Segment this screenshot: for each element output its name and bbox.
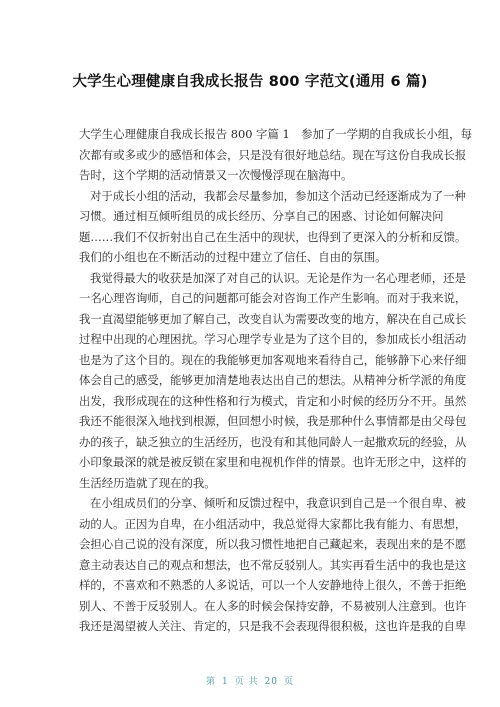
footer-middle: 页 共 — [234, 677, 259, 687]
text-line: 体会自己的感受，能够更加清楚地表达出自己的想法。从精神分析学派的角度 — [79, 373, 467, 387]
text-line: 小印象最深的就是被反锁在家里和电视机作伴的情景。也许无形之中，这样的 — [79, 455, 467, 469]
text-line: 次都有或多或少的感悟和体会，只是没有很好地总结。现在写这份自我成长报 — [79, 147, 467, 162]
text-line: 在小组成员们的分享、倾听和反馈过程中，我意识到自己是一个很自卑、被 — [90, 496, 466, 510]
text-line: 过程中出现的心理困扰。学习心理学专业是为了这个目的，参加成长小组活动 — [79, 332, 467, 346]
text-line: 习惯。通过相互倾听组员的成长经历、分享自己的困惑、讨论如何解决问 — [79, 209, 444, 223]
text-line: 出发，我形成现在的这种性格和行为模式，肯定和小时候的经历分不开。虽然 — [79, 393, 467, 408]
text-line: 动的人。正因为自卑，在小组活动中，我总觉得大家都比我有能力、有思想， — [79, 516, 467, 531]
text-line: 题……我们不仅折射出自己在生活中的现状，也得到了更深入的分析和反馈。 — [79, 229, 467, 244]
text-line: 我们的小组也在不断活动的过程中建立了信任、自由的氛围。 — [79, 250, 387, 264]
paragraph — [79, 124, 472, 186]
document-title: 大学生心理健康自我成长报告 800 字范文(通用 6 篇) — [72, 74, 428, 90]
paragraph — [79, 186, 467, 268]
paragraph — [79, 268, 467, 494]
text-line: 告时，这个学期的活动情景又一次慢慢浮现在脑海中。 — [79, 168, 353, 182]
text-line: 我一直渴望能够更加了解自己，改变自认为需要改变的地方，解决在自己成长 — [79, 311, 467, 326]
document-body — [79, 124, 472, 637]
text-line: 我还是渴望被人关注、肯定的，只是我不会表现得很积极，这也许是我的自卑 — [79, 619, 467, 633]
text-line: 大学生心理健康自我成长报告 800 字篇 1 参加了一学期的自我成长小组，每 — [79, 127, 472, 141]
text-line: 我还不能很深入地找到根源，但回想小时候，我是那种什么事情都是由父母包 — [79, 414, 467, 428]
text-line: 生活经历造就了现在的我。 — [79, 475, 216, 490]
text-line: 办的孩子，缺乏独立的生活经历，也没有和其他同龄人一起撒欢玩的经验，从 — [79, 434, 467, 449]
text-line: 对于成长小组的活动，我都会尽量参加，参加这个活动已经逐渐成为了一种 — [90, 188, 466, 203]
footer-prefix: 第 — [205, 677, 216, 687]
footer-suffix: 页 — [284, 677, 295, 687]
text-line: 一名心理咨询师，自己的问题都可能会对咨询工作产生影响。而对于我来说， — [79, 291, 467, 305]
footer-page-number: 1 — [221, 677, 229, 687]
text-line: 会担心自己说的没有深度，所以我习惯性地把自己藏起来，表现出来的是不愿 — [79, 537, 467, 551]
text-line: 我觉得最大的收获是加深了对自己的认识。无论是作为一名心理老师，还是 — [90, 270, 466, 285]
page-footer — [0, 674, 500, 687]
text-line: 也是为了这个目的。现在的我能够更加客观地来看待自己，能够静下心来仔细 — [79, 352, 467, 367]
paragraph — [79, 493, 467, 637]
footer-total-pages: 20 — [264, 677, 279, 687]
text-line: 样的，不喜欢和不熟悉的人多说话，可以一个人安静地待上很久，不善于拒绝 — [79, 578, 467, 592]
text-line: 意主动表达自己的观点和想法，也不常反驳别人。其实再看生活中的我也是这 — [79, 557, 467, 572]
text-line: 别人、不善于反驳别人。在人多的时候会保持安静，不易被别人注意到。也许 — [79, 598, 467, 613]
